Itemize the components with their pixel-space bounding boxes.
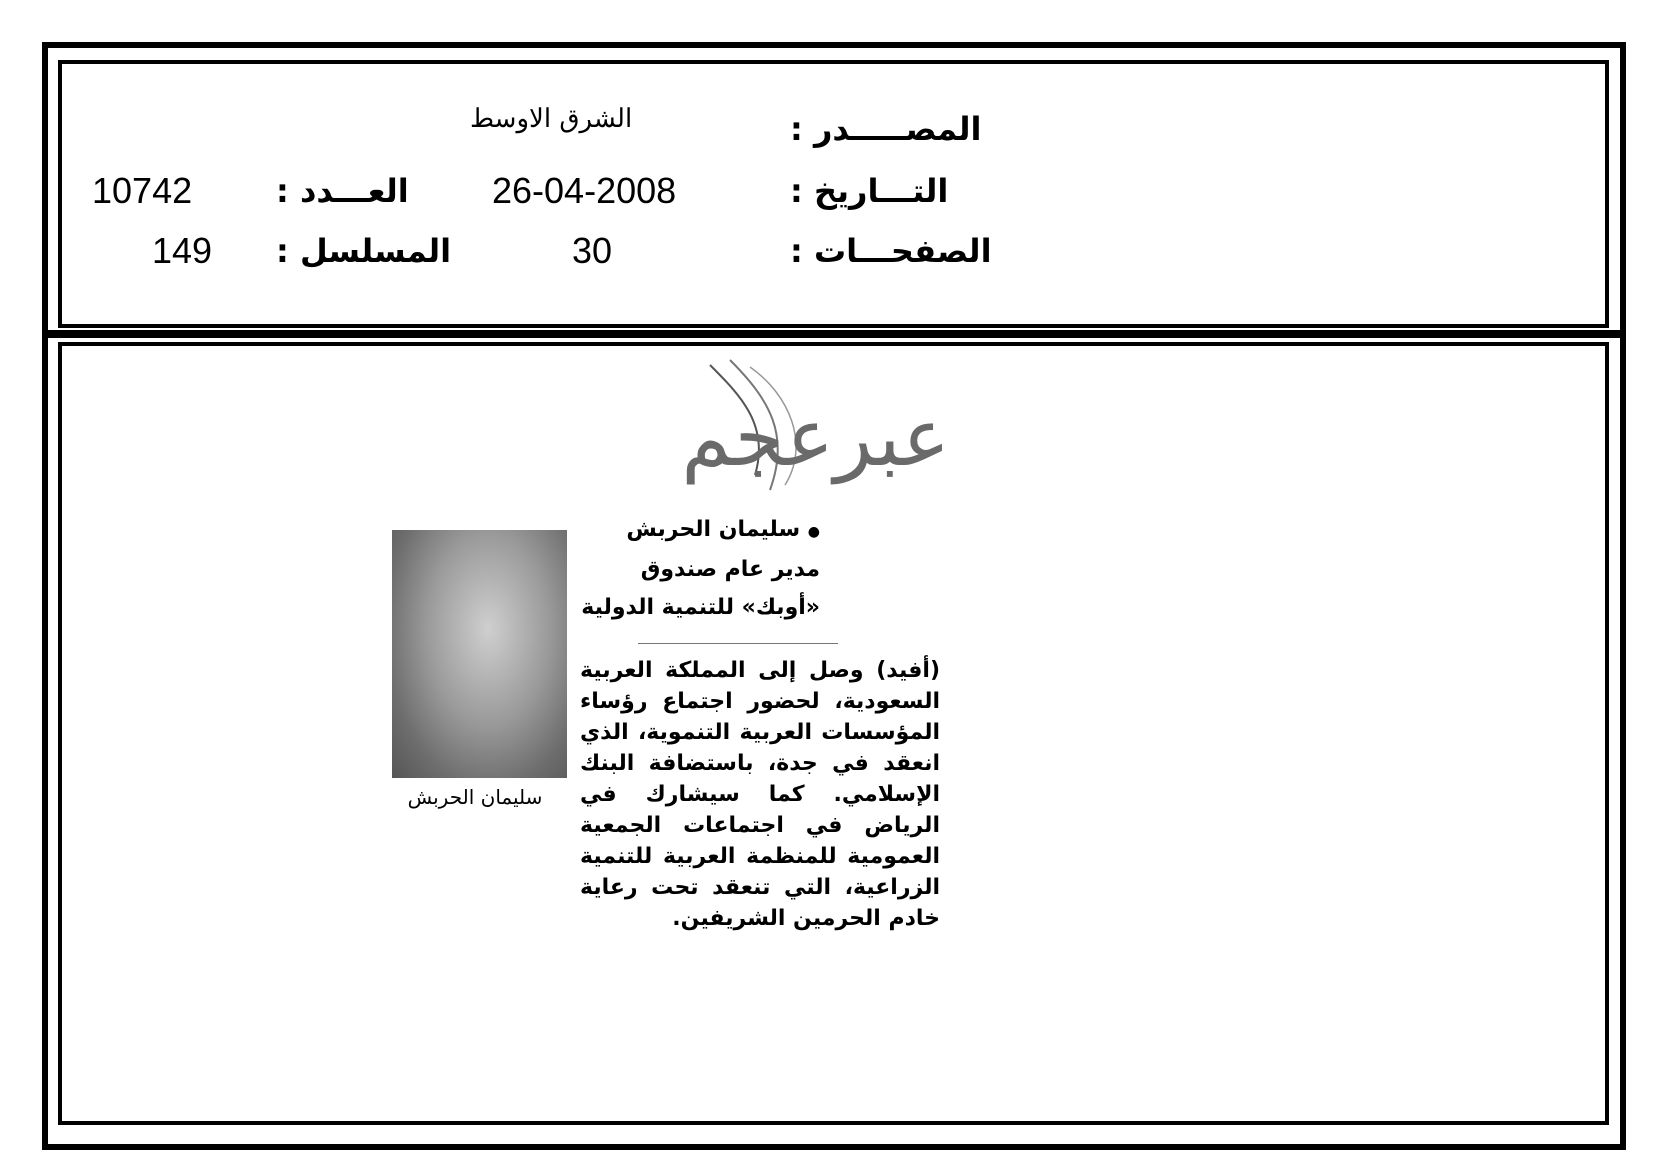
column-logo-text: عبرعجم — [681, 391, 950, 484]
byline-rule — [638, 643, 838, 644]
byline-title-2: «أوبك» للتنمية الدولية — [581, 595, 820, 620]
portrait-photo — [392, 530, 567, 778]
issue-label: العـــدد : — [276, 172, 409, 210]
date-value: 26-04-2008 — [492, 170, 677, 211]
source-label: المصـــــدر : — [790, 110, 982, 148]
byline-title-1: مدير عام صندوق — [640, 557, 820, 582]
date-label: التـــاريخ : — [790, 172, 949, 210]
serial-value: 149 — [152, 230, 213, 271]
newspaper-clipping — [380, 355, 965, 1035]
pages-label: الصفحـــات : — [790, 232, 992, 270]
article-body: (أفيد) وصل إلى المملكة العربية السعودية، لحضور اجتماع رؤساء المؤسسات العربية التنموية، الذي انعقد في جدة، باستضافة البنك الإسلامي. كما سيشارك في الرياض في اجتماعات الجمعية العمومية للمنظمة العربية للتنمية الزراعية، التي تنعقد تحت رعاية خادم الحرمين الشريفين. — [580, 658, 940, 931]
byline — [580, 511, 820, 627]
source-value: الشرق الاوسط — [470, 104, 633, 134]
photo-caption: سليمان الحربش — [407, 785, 543, 809]
bullet-icon: ● — [807, 524, 820, 540]
issue-value: 10742 — [92, 170, 193, 211]
column-logo — [540, 355, 960, 495]
serial-label: المسلسل : — [276, 232, 452, 270]
byline-name: سليمان الحربش — [626, 517, 801, 542]
pages-value: 30 — [572, 230, 613, 271]
header-separator — [42, 330, 1626, 338]
